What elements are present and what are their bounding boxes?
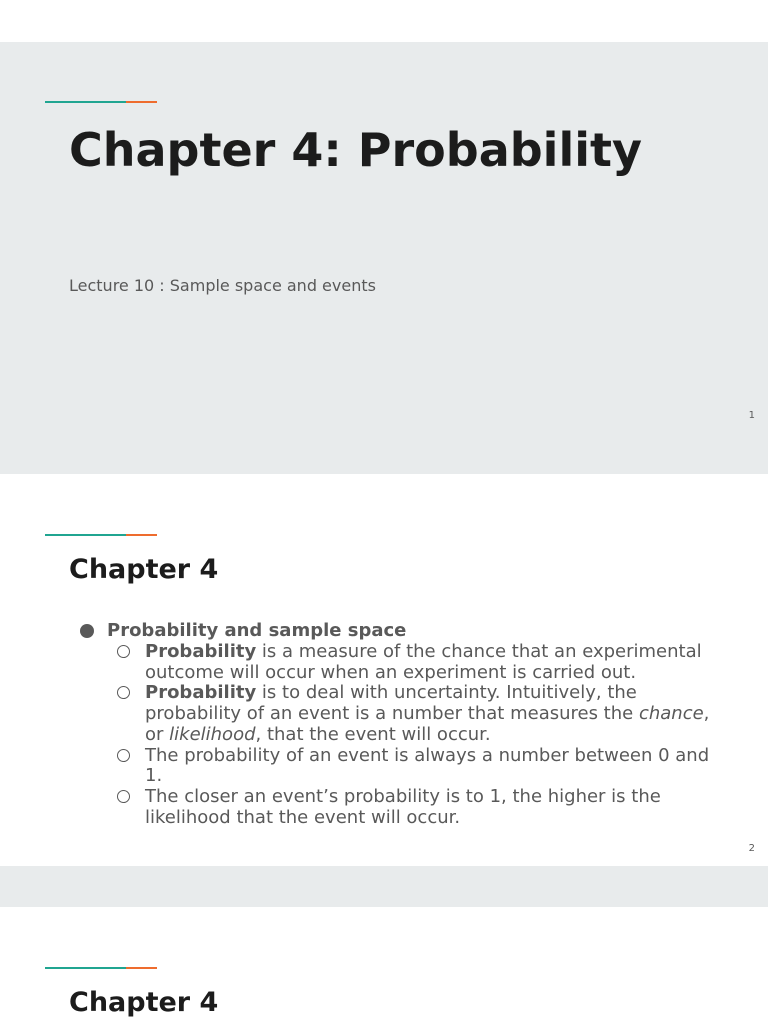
sub-bullet-list bbox=[117, 642, 719, 828]
accent-line-orange bbox=[126, 534, 157, 536]
accent-line bbox=[45, 534, 157, 536]
slide-heading: Chapter 4 bbox=[69, 554, 219, 585]
sub-bullet-item bbox=[117, 746, 719, 787]
slide-2 bbox=[0, 474, 768, 866]
hollow-bullet-icon bbox=[117, 686, 130, 699]
sub-bullet-text: is to deal with uncertainty. Intuitively, the probability of an event is a number that measures the bbox=[145, 682, 639, 725]
bullet-list bbox=[79, 620, 719, 828]
accent-line bbox=[45, 101, 157, 103]
slide-heading: Chapter 4 bbox=[69, 987, 219, 1018]
bold-term: Probability bbox=[145, 682, 257, 704]
sub-bullet-text: The closer an event’s probability is to 1, the higher is the likelihood that the event will occur. bbox=[145, 785, 661, 828]
bold-term: Probability bbox=[145, 641, 257, 662]
bullet-text: Probability and sample space bbox=[107, 620, 407, 641]
hollow-bullet-icon bbox=[117, 645, 130, 658]
slide-subtitle: Lecture 10 : Sample space and events bbox=[69, 276, 376, 295]
accent-line bbox=[45, 967, 157, 969]
hollow-bullet-icon bbox=[117, 790, 130, 803]
sub-bullet-text: , that the event will occur. bbox=[255, 723, 491, 745]
filled-bullet-icon bbox=[80, 624, 94, 638]
sub-bullet-text: is a measure of the chance that an experimental outcome will occur when an experiment is carried out. bbox=[145, 641, 702, 683]
accent-line-teal bbox=[45, 967, 126, 969]
sub-bullet-item bbox=[117, 683, 719, 745]
accent-line-teal bbox=[45, 101, 126, 103]
page-number: 1 bbox=[748, 410, 755, 421]
sub-bullet-text: , or bbox=[145, 703, 710, 745]
italic-term: likelihood bbox=[169, 723, 256, 745]
bullet-item bbox=[79, 620, 719, 642]
hollow-bullet-icon bbox=[117, 749, 130, 762]
slide-title: Chapter 4: Probability bbox=[69, 123, 642, 177]
accent-line-orange bbox=[126, 101, 157, 103]
accent-line-orange bbox=[126, 967, 157, 969]
slide-1 bbox=[0, 42, 768, 474]
slide-separator bbox=[0, 866, 768, 907]
sub-bullet-text: The probability of an event is always a number between 0 and 1. bbox=[145, 744, 710, 787]
sub-bullet-item bbox=[117, 642, 719, 683]
slide-3 bbox=[0, 907, 768, 1024]
italic-term: chance bbox=[638, 703, 704, 725]
accent-line-teal bbox=[45, 534, 126, 536]
page-number: 2 bbox=[748, 843, 755, 854]
sub-bullet-item bbox=[117, 787, 719, 828]
